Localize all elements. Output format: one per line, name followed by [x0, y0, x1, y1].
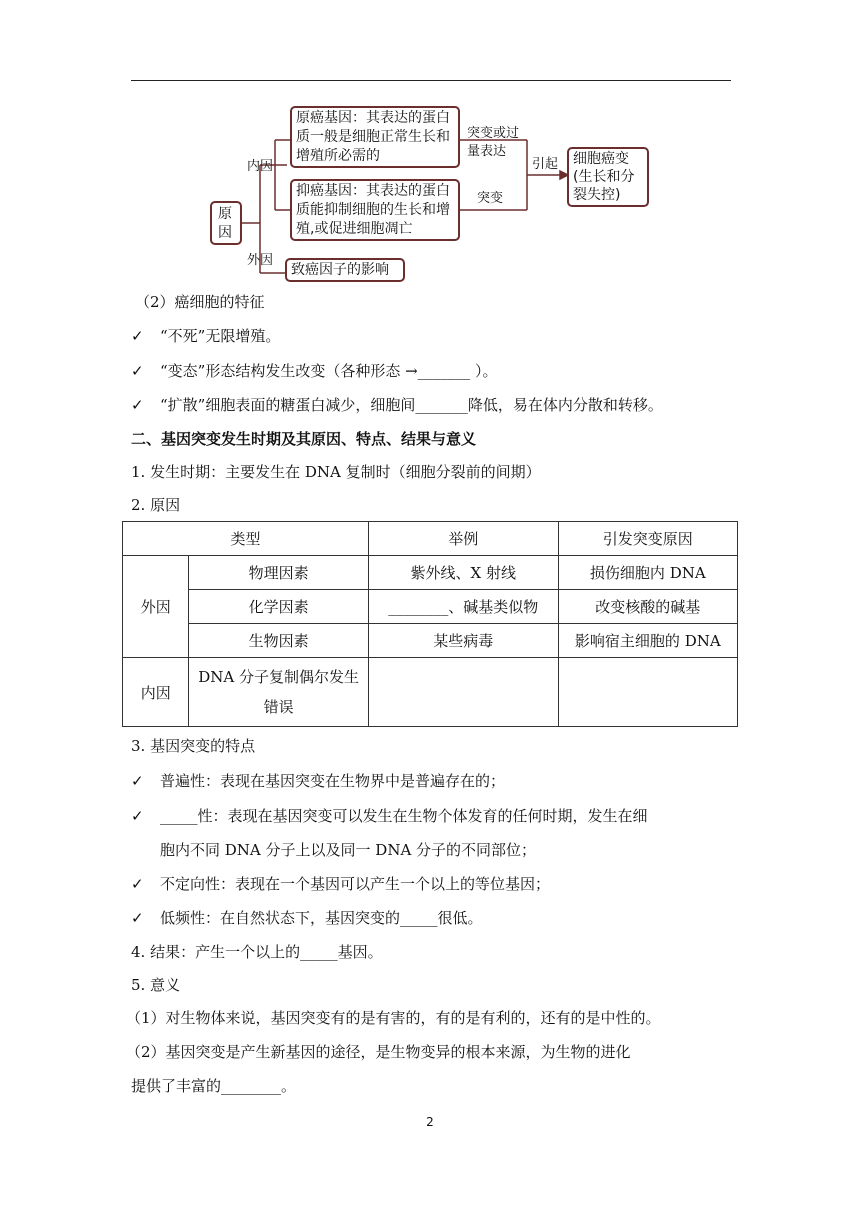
inner-factor-label: 内因: [247, 159, 274, 174]
oncogene-box: 原癌基因：其表达的蛋白质一般是细胞正常生长和增殖所必需的: [290, 106, 460, 168]
check-icon: ✓: [131, 327, 144, 345]
feature-spread: “扩散”细胞表面的糖蛋白减少，细胞间_______降低，易在体内分散和转移。: [160, 396, 663, 414]
suppressor-gene-box: 抑癌基因：其表达的蛋白质能抑制细胞的生长和增殖,或促进细胞凋亡: [290, 179, 460, 241]
table-cell: 化学因素: [189, 590, 369, 624]
table-row: [123, 556, 738, 590]
trait-randomness: _____性：表现在基因突变可以发生在生物个体发育的任何时期，发生在细: [160, 807, 648, 825]
outer-factor-cell: 外因: [123, 556, 189, 658]
table-row: [123, 590, 738, 624]
trait-randomness-cont: 胞内不同 DNA 分子上以及同一 DNA 分子的不同部位；: [160, 841, 537, 859]
table-cell: 改变核酸的碱基: [558, 590, 737, 624]
check-icon: ✓: [131, 362, 144, 380]
header-type: 类型: [123, 522, 369, 556]
cancer-cell-features-title: （2）癌细胞的特征: [135, 293, 265, 311]
table-cell: 物理因素: [189, 556, 369, 590]
check-icon: ✓: [131, 807, 144, 825]
table-cell: ________、碱基类似物: [368, 590, 558, 624]
outer-factor-label: 外因: [247, 253, 274, 268]
table-cell: [368, 658, 558, 727]
section-heading: 二、基因突变发生时期及其原因、特点、结果与意义: [131, 430, 477, 448]
meaning-2-cont: 提供了丰富的________。: [131, 1077, 297, 1095]
cause-label: 引起: [532, 157, 559, 172]
trait-nondirectional: 不定向性：表现在一个基因可以产生一个以上的等位基因；: [160, 875, 551, 893]
mutation-causes-table: [122, 521, 738, 727]
meaning-heading: 5. 意义: [131, 976, 181, 994]
header-example: 举例: [368, 522, 558, 556]
header-rule: [131, 80, 731, 81]
inner-factor-cell: 内因: [123, 658, 189, 727]
mutation-label: 突变: [477, 191, 504, 206]
check-icon: ✓: [131, 772, 144, 790]
table-cell: 紫外线、X 射线: [368, 556, 558, 590]
header-cause: 引发突变原因: [558, 522, 737, 556]
root-cause-box: 原因: [210, 201, 242, 245]
table-cell: 损伤细胞内 DNA: [558, 556, 737, 590]
cancer-cause-diagram: [205, 95, 665, 290]
page-number: 2: [426, 1115, 434, 1129]
result-item: 4. 结果：产生一个以上的_____基因。: [131, 943, 383, 961]
table-cell: [558, 658, 737, 727]
cancer-result-box: 细胞癌变(生长和分裂失控): [567, 147, 649, 207]
causes-heading: 2. 原因: [131, 496, 181, 514]
table-cell: 某些病毒: [368, 624, 558, 658]
table-cell: 生物因素: [189, 624, 369, 658]
meaning-2: （2）基因突变是产生新基因的途径，是生物变异的根本来源，为生物的进化: [126, 1043, 631, 1061]
occurrence-period: 1. 发生时期：主要发生在 DNA 复制时（细胞分裂前的间期）: [131, 463, 541, 481]
traits-heading: 3. 基因突变的特点: [131, 737, 256, 755]
table-cell: DNA 分子复制偶尔发生错误: [189, 658, 369, 727]
table-row: [123, 624, 738, 658]
table-header-row: [123, 522, 738, 556]
table-cell: 影响宿主细胞的 DNA: [558, 624, 737, 658]
feature-immortal: “不死”无限增殖。: [160, 327, 281, 345]
meaning-1: （1）对生物体来说，基因突变有的是有害的，有的是有利的，还有的是中性的。: [126, 1009, 661, 1027]
trait-low-frequency: 低频性：在自然状态下，基因突变的_____很低。: [160, 909, 483, 927]
carcinogen-box: 致癌因子的影响: [285, 258, 405, 282]
trait-universality: 普遍性：表现在基因突变在生物界中是普遍存在的；: [160, 772, 506, 790]
table-row: [123, 658, 738, 727]
check-icon: ✓: [131, 909, 144, 927]
check-icon: ✓: [131, 875, 144, 893]
feature-morphology: “变态”形态结构发生改变（各种形态 →_______ ）。: [160, 362, 498, 380]
mutation-or-overexpression-label: 突变或过量表达: [467, 126, 520, 159]
check-icon: ✓: [131, 396, 144, 414]
